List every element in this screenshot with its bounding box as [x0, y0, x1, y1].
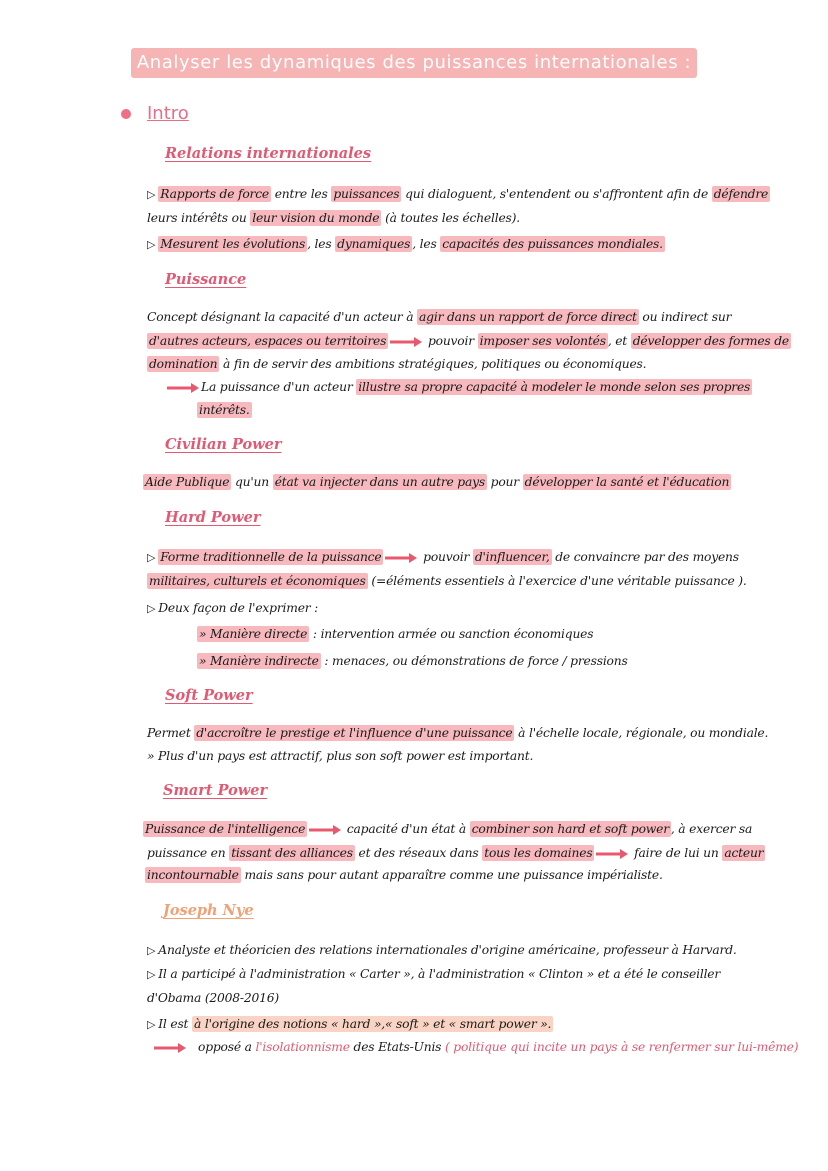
heading-civilian: Civilian Power — [165, 436, 282, 453]
triangle-icon: ▷ — [147, 238, 156, 251]
triangle-icon: ▷ — [147, 551, 156, 564]
heading-hard: Hard Power — [165, 509, 261, 526]
triangle-icon: ▷ — [147, 602, 156, 615]
page-title: Analyser les dynamiques des puissances internationales : — [131, 48, 697, 78]
triangle-icon: ▷ — [147, 944, 156, 957]
nye-line-3: d'Obama (2008-2016) — [147, 991, 279, 1005]
relations-line-1: ▷ Rapports de force entre les puissances qui dialoguent, s'entendent ou s'affrontent afin de défendre — [147, 187, 769, 201]
relations-line-3: ▷ Mesurent les évolutions , les dynamiques , les capacités des puissances mondiales. — [147, 237, 663, 251]
intro-heading: Intro — [147, 103, 189, 124]
hard-line-4: » Manière directe : intervention armée ou sanction économiques — [199, 627, 594, 641]
heading-soft: Soft Power — [165, 687, 253, 704]
arrow-icon — [385, 553, 417, 563]
nye-line-4: ▷ Il est à l'origine des notions « hard »,« soft » et « smart power ». — [147, 1017, 552, 1031]
puissance-line-2: d'autres acteurs, espaces ou territoires pouvoir imposer ses volontés , et développer des formes de — [149, 334, 789, 348]
triangle-icon: ▷ — [147, 188, 156, 201]
relations-line-2: leurs intérêts ou leur vision du monde (à toutes les échelles). — [147, 211, 520, 225]
puissance-line-4: La puissance d'un acteur illustre sa propre capacité à modeler le monde selon ses propres — [165, 379, 752, 396]
civilian-line-1: Aide Publique qu'un état va injecter dans un autre pays pour développer la santé et l'éducation — [145, 475, 730, 489]
triangle-icon: ▷ — [147, 968, 156, 981]
puissance-line-3: domination à fin de servir des ambitions stratégiques, politiques ou économiques. — [149, 357, 647, 371]
arrow-icon — [390, 337, 422, 347]
smart-line-2: puissance en tissant des alliances et des réseaux dans tous les domaines faire de lui un acteur — [147, 846, 764, 860]
arrow-icon — [152, 1043, 188, 1053]
puissance-line-5: intérêts. — [199, 403, 250, 417]
soft-line-1: Permet d'accroître le prestige et l'influence d'une puissance à l'échelle locale, régionale, ou mondiale. — [147, 726, 769, 740]
soft-line-2: » Plus d'un pays est attractif, plus son soft power est important. — [147, 749, 534, 763]
heading-relations: Relations internationales — [165, 145, 372, 162]
hard-line-5: » Manière indirecte : menaces, ou démonstrations de force / pressions — [199, 654, 628, 668]
heading-puissance: Puissance — [165, 271, 247, 288]
hard-line-2: militaires, culturels et économiques (=éléments essentiels à l'exercice d'une véritable puissance ). — [149, 574, 747, 588]
arrow-icon — [167, 383, 199, 393]
nye-line-2: ▷ Il a participé à l'administration « Carter », à l'administration « Clinton » et a été le conseiller — [147, 967, 721, 981]
heading-smart: Smart Power — [163, 782, 268, 799]
arrow-icon — [596, 849, 628, 859]
nye-line-1: ▷ Analyste et théoricien des relations internationales d'origine américaine, professeur à Harvard. — [147, 943, 737, 957]
bullet-dot — [121, 109, 131, 119]
smart-line-1: Puissance de l'intelligence capacité d'un état à combiner son hard et soft power , à exercer sa — [145, 822, 753, 836]
hard-line-3: ▷ Deux façon de l'exprimer : — [147, 601, 319, 615]
puissance-line-1: Concept désignant la capacité d'un acteur à agir dans un rapport de force direct ou indirect sur — [147, 310, 732, 324]
smart-line-3: incontournable mais sans pour autant apparaître comme une puissance impérialiste. — [147, 868, 663, 882]
heading-nye: Joseph Nye — [163, 902, 254, 919]
triangle-icon: ▷ — [147, 1018, 156, 1031]
nye-line-5: opposé a l'isolationnisme des Etats-Unis ( politique qui incite un pays à se renfermer sur lui-même) — [150, 1039, 798, 1056]
hard-line-1: ▷ Forme traditionnelle de la puissance pouvoir d'influencer, de convaincre par des moyens — [147, 550, 739, 564]
arrow-icon — [309, 825, 341, 835]
